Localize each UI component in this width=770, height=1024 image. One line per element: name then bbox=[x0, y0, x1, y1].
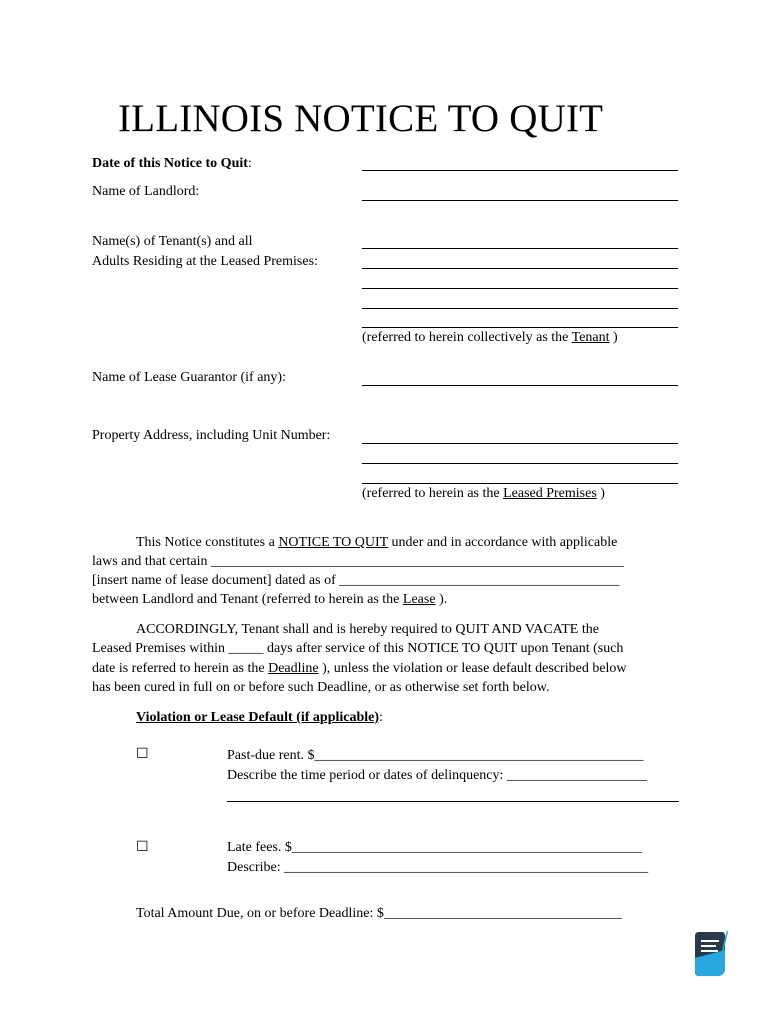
date-label: Date of this Notice to Quit bbox=[92, 156, 248, 171]
para1-l1-prefix: This Notice constitutes a bbox=[136, 535, 279, 550]
premises-ref-prefix: (referred to herein as the bbox=[362, 486, 504, 501]
late-fees-line: Late fees. $__________________________________________________ bbox=[227, 840, 642, 855]
property-blank-line[interactable] bbox=[362, 483, 678, 484]
page-title: ILLINOIS NOTICE TO QUIT bbox=[118, 97, 604, 140]
past-due-rent-checkbox[interactable]: ☐ bbox=[136, 746, 149, 762]
para2-line4: has been cured in full on or before such Deadline, or as otherwise set forth below. bbox=[92, 680, 550, 695]
tenant-blank-line[interactable] bbox=[362, 327, 678, 328]
guarantor-blank-line[interactable] bbox=[362, 385, 678, 386]
para1-line4 bbox=[92, 592, 447, 608]
para1-l4-suffix: ). bbox=[435, 592, 448, 607]
property-address-label: Property Address, including Unit Number: bbox=[92, 428, 331, 443]
para1-line2: laws and that certain ___________________________________________________________ bbox=[92, 554, 624, 569]
para1-line1 bbox=[136, 535, 617, 551]
property-blank-line[interactable] bbox=[362, 463, 678, 464]
para1-l1-suffix: under and in accordance with applicable bbox=[387, 535, 618, 550]
landlord-label: Name of Landlord: bbox=[92, 184, 200, 199]
late-fees-describe-line: Describe: ____________________________________________________ bbox=[227, 860, 649, 875]
lease-defined-term: Lease bbox=[402, 592, 436, 607]
para2-l3-suffix: ), unless the violation or lease default described below bbox=[318, 661, 627, 676]
tenant-ref-suffix: ) bbox=[609, 330, 618, 345]
premises-defined-term: Leased Premises bbox=[503, 486, 597, 501]
tenants-label-line1: Name(s) of Tenant(s) and all bbox=[92, 234, 253, 249]
para1-l4-prefix: between Landlord and Tenant (referred to herein as the bbox=[92, 592, 403, 607]
para1-line3: [insert name of lease document] dated as of ________________________________________ bbox=[92, 573, 620, 588]
late-fees-checkbox[interactable]: ☐ bbox=[136, 839, 149, 855]
date-blank-line[interactable] bbox=[362, 170, 678, 171]
tenant-blank-line[interactable] bbox=[362, 268, 678, 269]
notice-to-quit-term: NOTICE TO QUIT bbox=[278, 535, 388, 550]
violation-heading-colon: : bbox=[379, 710, 383, 725]
tenant-blank-line[interactable] bbox=[362, 308, 678, 309]
tenant-ref-prefix: (referred to herein collectively as the bbox=[362, 330, 572, 345]
tenant-defined-term: Tenant bbox=[571, 330, 610, 345]
rent-description-blank-line[interactable] bbox=[227, 801, 679, 802]
tenant-blank-line[interactable] bbox=[362, 248, 678, 249]
landlord-blank-line[interactable] bbox=[362, 200, 678, 201]
para2-l3-prefix: date is referred to herein as the bbox=[92, 661, 269, 676]
guarantor-label: Name of Lease Guarantor (if any): bbox=[92, 370, 286, 385]
property-blank-line[interactable] bbox=[362, 443, 678, 444]
document-logo-icon bbox=[692, 928, 728, 980]
para2-line3 bbox=[92, 661, 627, 677]
rent-delinquency-line: Describe the time period or dates of delinquency: ____________________ bbox=[227, 768, 647, 783]
violation-heading-text: Violation or Lease Default (if applicable) bbox=[136, 710, 380, 725]
total-amount-due-line: Total Amount Due, on or before Deadline: $__________________________________ bbox=[136, 906, 622, 921]
tenants-label-line2: Adults Residing at the Leased Premises: bbox=[92, 254, 318, 269]
deadline-defined-term: Deadline bbox=[268, 661, 319, 676]
past-due-rent-line: Past-due rent. $_______________________________________________ bbox=[227, 748, 644, 763]
violation-heading bbox=[136, 710, 383, 726]
para2-line2: Leased Premises within _____ days after service of this NOTICE TO QUIT upon Tenant (such bbox=[92, 641, 624, 656]
tenant-definition bbox=[362, 330, 618, 346]
premises-ref-suffix: ) bbox=[596, 486, 605, 501]
premises-definition bbox=[362, 486, 605, 502]
tenant-blank-line[interactable] bbox=[362, 288, 678, 289]
date-colon: : bbox=[247, 156, 252, 171]
para2-line1: ACCORDINGLY, Tenant shall and is hereby required to QUIT AND VACATE the bbox=[136, 622, 599, 637]
date-field-label bbox=[92, 156, 252, 172]
